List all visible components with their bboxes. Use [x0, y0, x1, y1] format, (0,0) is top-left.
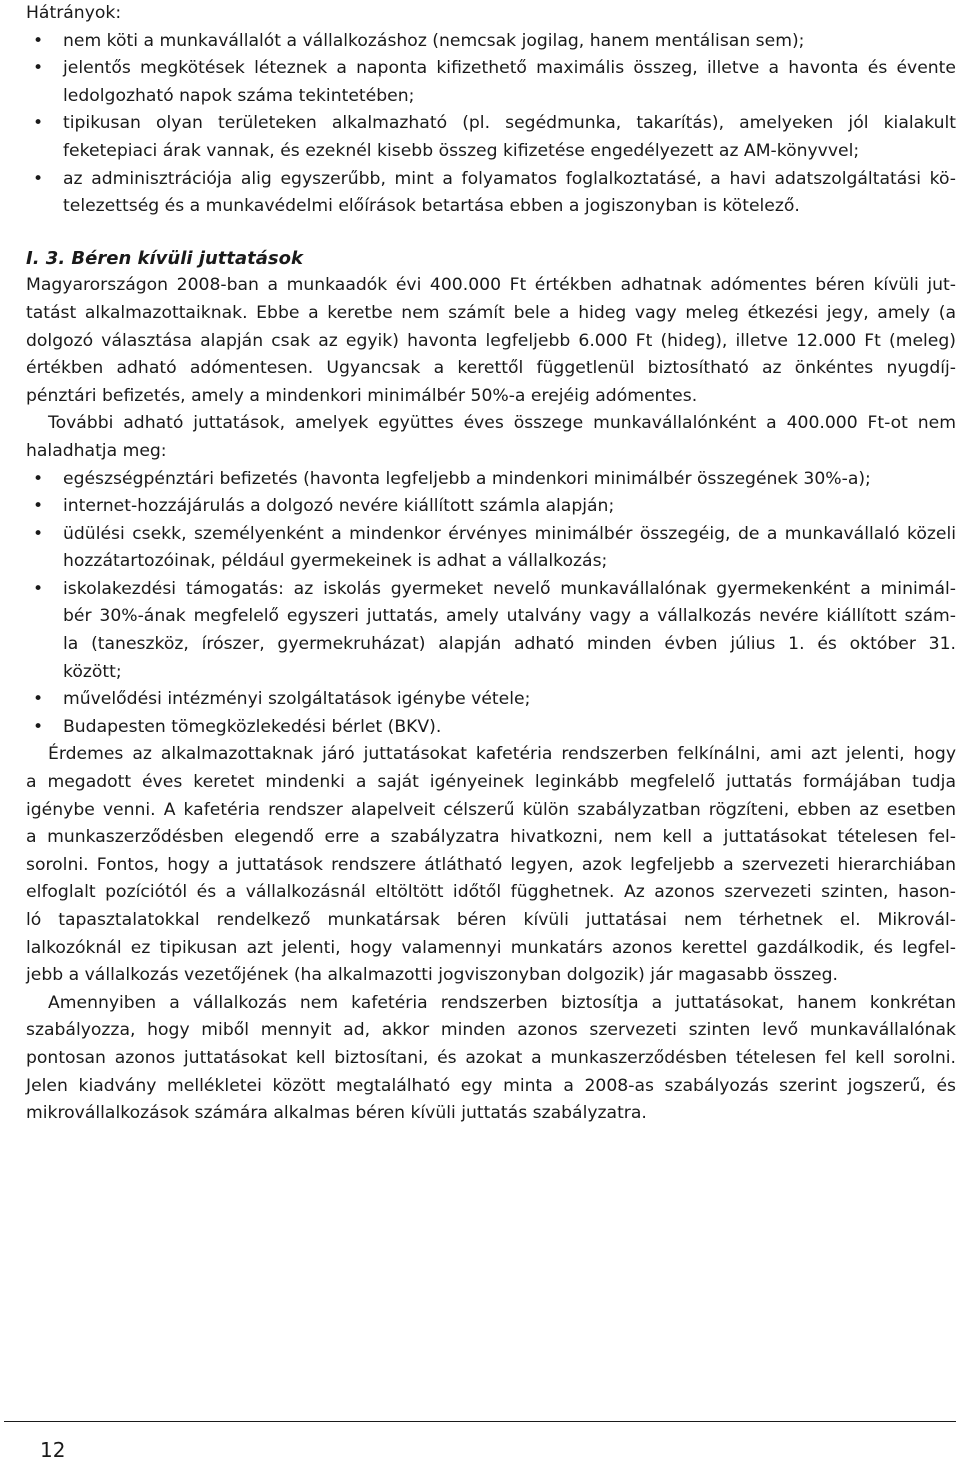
bullet-icon: • — [33, 58, 44, 79]
disadvantage-item-text — [63, 28, 956, 56]
benefit-item-text — [63, 576, 956, 686]
paragraph-line: pénztári befizetés, amely a mindenkori minimálbér 50%-a erejéig adómentes. — [26, 385, 698, 406]
bullet-icon: • — [33, 523, 44, 544]
paragraph-line: lalkozóknál ez tipikusan azt jelenti, hogy valamennyi munkatárs azonos kerettel gazdálkodik, és legfel- — [26, 937, 956, 958]
disadvantage-item — [26, 55, 956, 110]
paragraph-non-cafeteria — [26, 990, 956, 1128]
section-heading: I. 3. Béren kívüli juttatások — [26, 247, 303, 269]
bullet-text-line: internet-hozzájárulás a dolgozó nevére kiállított számla alapján; — [63, 496, 615, 517]
bullet-icon: • — [33, 168, 44, 189]
benefit-item — [26, 521, 956, 576]
bullet-text-line: az adminisztrációja alig egyszerűbb, mint a folyamatos foglalkoztatásé, a havi adatszolgáltatási kö- — [63, 168, 956, 189]
disadvantage-item-text — [63, 110, 956, 165]
paragraph-line: mikrovállalkozások számára alkalmas béren kívüli juttatás szabályzatra. — [26, 1103, 647, 1124]
benefit-item — [26, 714, 956, 742]
paragraph-line: tatást alkalmazottaiknak. Ebbe a keretbe nem számít bele a hideg vagy meleg étkezési jegy, amely (a — [26, 302, 956, 323]
disadvantages-heading: Hátrányok: — [26, 3, 122, 23]
bullet-text-line: nem köti a munkavállalót a vállalkozáshoz (nemcsak jogilag, hanem mentálisan sem); — [63, 30, 805, 51]
paragraph-line: értékben adható adómentesen. Ugyancsak a kerettől függetlenül biztosítható az önkéntes nyugdíj- — [26, 358, 956, 379]
bullet-icon: • — [33, 113, 44, 134]
paragraph-line: jebb a vállalkozás vezetőjének (ha alkalmazotti jogviszonyban dolgozik) jár magasabb összeg. — [26, 965, 839, 986]
paragraph-line: haladhatja meg: — [26, 440, 167, 461]
bullet-text-line: hozzátartozóinak, például gyermekeinek is adhat a vállalkozás; — [63, 551, 608, 572]
paragraph-line: Jelen kiadvány mellékletei között megtalálható egy minta a 2008-as szabályozás szerint jogszerű, és — [26, 1075, 956, 1096]
bullet-icon: • — [33, 578, 44, 599]
paragraph-line: dolgozó választása alapján csak az egyik) havonta legfeljebb 6.000 Ft (hideg), illetve 12.000 Ft (meleg) — [26, 330, 956, 351]
paragraph-line: sorolni. Fontos, hogy a juttatások rendszere átlátható legyen, azok legfeljebb a szervezeti hierarchiában — [26, 854, 956, 875]
benefit-item-text — [63, 714, 956, 742]
bullet-icon: • — [33, 716, 44, 737]
paragraph-line: ló tapasztalatokkal rendelkező munkatársak béren kívüli juttatásai nem térhetnek el. Mikrovál- — [26, 910, 956, 930]
paragraph-line: Magyarországon 2008-ban a munkaadók évi 400.000 Ft értékben adhatnak adómentes béren kívüli jut- — [26, 275, 956, 296]
paragraph-line: Amennyiben a vállalkozás nem kafetéria rendszerben biztosítja a juttatásokat, hanem konkrétan — [48, 992, 956, 1013]
paragraph-line: a megadott éves keretet mindenki a saját igényeinek leginkább megfelelő juttatás formájában tudja — [26, 772, 956, 793]
paragraph-line: elfoglalt pozíciótól és a vállalkozásnál eltöltött időtől függhetnek. Az azonos szervezeti szinten, hason- — [26, 882, 956, 903]
bullet-text-line: feketepiaci árak vannak, és ezeknél kisebb összeg kifizetése engedélyezett az AM-könyvvel; — [63, 140, 860, 161]
bullet-icon: • — [33, 30, 44, 51]
bullet-text-line: üdülési csekk, személyenként a mindenkor érvényes minimálbér összegéig, de a munkavállaló közeli — [63, 523, 956, 544]
paragraph-line: További adható juttatások, amelyek együttes éves összege munkavállalónként a 400.000 Ft-ot nem — [48, 413, 956, 434]
bullet-text-line: ledolgozható napok száma tekintetében; — [63, 85, 415, 106]
bullet-text-line: egészségpénztári befizetés (havonta legfeljebb a mindenkori minimálbér összegének 30%-a); — [63, 468, 871, 489]
paragraph-tax-free-limit — [26, 272, 956, 410]
paragraph-cafeteria — [26, 741, 956, 989]
bullet-text-line: művelődési intézményi szolgáltatások igénybe vétele; — [63, 689, 531, 710]
bullet-text-line: telezettség és a munkavédelmi előírások betartása ebben a jogiszonyban is kötelező. — [63, 196, 800, 217]
benefit-item-text — [63, 686, 956, 714]
benefits-list — [26, 466, 956, 742]
footer-divider — [4, 1421, 956, 1422]
disadvantage-item — [26, 166, 956, 221]
benefit-item-text — [63, 493, 956, 521]
paragraph-line: szabályozza, hogy miből mennyit ad, akkor minden azonos szervezeti szinten levő munkavállalónak — [26, 1020, 956, 1041]
paragraph-line: Érdemes az alkalmazottaknak járó juttatásokat kafetéria rendszerben felkínálni, ami azt jelenti, hogy — [48, 744, 956, 765]
benefit-item — [26, 493, 956, 521]
benefit-item — [26, 576, 956, 686]
page-body — [26, 0, 956, 1128]
disadvantage-item — [26, 28, 956, 56]
bullet-icon: • — [33, 468, 44, 489]
bullet-text-line: tipikusan olyan területeken alkalmazható (pl. segédmunka, takarítás), amelyeken jól kialakult — [63, 113, 956, 134]
disadvantage-item — [26, 110, 956, 165]
disadvantage-item-text — [63, 166, 956, 221]
paragraph-line: igénybe venni. A kafetéria rendszer alapelveit célszerű külön szabályzatban rögzíteni, ebben az esetben — [26, 799, 956, 820]
benefit-item-text — [63, 521, 956, 576]
disadvantage-item-text — [63, 55, 956, 110]
bullet-text-line: la (taneszköz, írószer, gyermekruházat) alapján adható minden évben július 1. és október 31. — [63, 634, 956, 655]
benefit-item — [26, 466, 956, 494]
bullet-text-line: között; — [63, 661, 122, 682]
bullet-text-line: jelentős megkötések léteznek a naponta kifizethető maximális összeg, illetve a havonta és évente — [63, 58, 956, 79]
disadvantages-list — [26, 28, 956, 221]
paragraph-further-benefits — [26, 410, 956, 465]
page-number: 12 — [40, 1438, 66, 1462]
bullet-icon: • — [33, 496, 44, 517]
paragraph-line: pontosan azonos juttatásokat kell biztosítani, és azokat a munkaszerződésben tételesen fel kell sorolni. — [26, 1047, 956, 1068]
benefit-item — [26, 686, 956, 714]
paragraph-line: a munkaszerződésben elegendő erre a szabályzatra hivatkozni, nem kell a juttatásokat tételesen fel- — [26, 827, 956, 848]
bullet-text-line: iskolakezdési támogatás: az iskolás gyermeket nevelő munkavállalónak gyermekenként a minimál- — [63, 578, 956, 599]
bullet-text-line: bér 30%-ának megfelelő egyszeri juttatás, amely utalvány vagy a vállalkozás nevére kiállított szám- — [63, 606, 956, 627]
bullet-icon: • — [33, 689, 44, 710]
bullet-text-line: Budapesten tömegközlekedési bérlet (BKV). — [63, 716, 442, 737]
benefit-item-text — [63, 466, 956, 494]
